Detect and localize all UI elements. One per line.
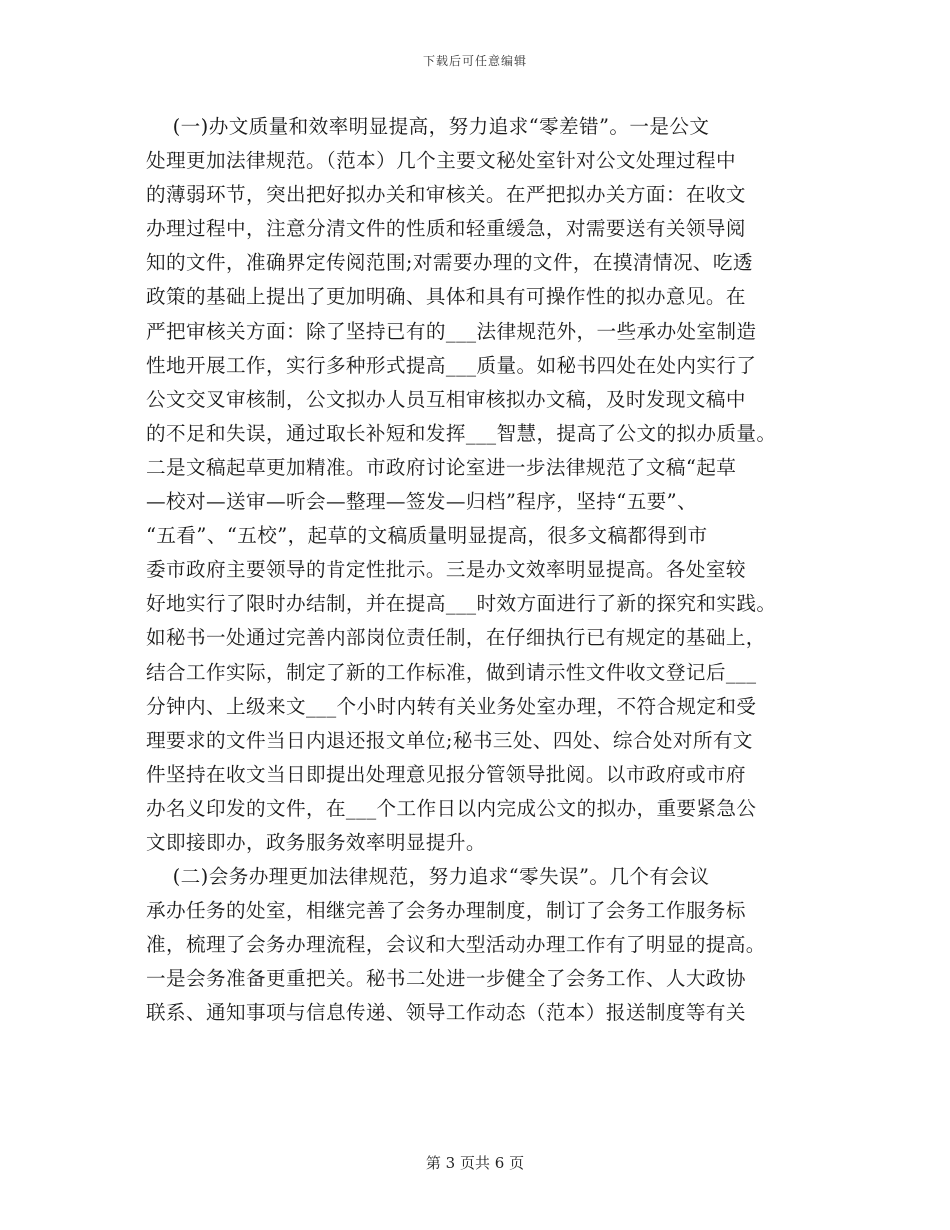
text-line: 承办任务的处室，相继完善了会务办理制度，制订了会务工作服务标: [146, 899, 746, 923]
text-line: 办理过程中，注意分清文件的性质和轻重缓急，对需要送有关领导阅: [146, 217, 746, 241]
text-line: (一)办文质量和效率明显提高，努力追求“零差错”。一是公文: [146, 115, 710, 138]
text-line: 办名义印发的文件，在___个工作日以内完成公文的拟办，重要紧急公: [146, 796, 757, 820]
text-line: 委市政府主要领导的肯定性批示。三是办文效率明显提高。各处室较: [146, 558, 746, 582]
text-line: 准，梳理了会务办理流程，会议和大型活动办理工作有了明显的提高。: [146, 933, 766, 957]
text-line: 公文交叉审核制，公文拟办人员互相审核拟办文稿，及时发现文稿中: [146, 387, 746, 411]
document-body: [146, 110, 806, 1031]
page-header: 下载后可任意编辑: [422, 54, 527, 68]
text-line: 好地实行了限时办结制，并在提高___时效方面进行了新的探究和实践。: [146, 592, 777, 616]
text-line: 结合工作实际，制定了新的工作标准，做到请示性文件收文登记后___: [146, 660, 757, 684]
text-line: 的薄弱环节，突出把好拟办关和审核关。在严把拟办关方面：在收文: [146, 183, 746, 207]
text-line: 件坚持在收文当日即提出处理意见报分管领导批阅。以市政府或市府: [146, 762, 746, 786]
text-line: 联系、通知事项与信息传递、领导工作动态（范本）报送制度等有关: [146, 1001, 746, 1025]
text-line: 知的文件，准确界定传阅范围;对需要办理的文件，在摸清情况、吃透: [146, 251, 753, 275]
text-line: “五看”、“五校”，起草的文稿质量明显提高，很多文稿都得到市: [146, 524, 708, 548]
text-line: 分钟内、上级来文___个小时内转有关业务处室办理，不符合规定和受: [146, 694, 757, 718]
text-line: 性地开展工作，实行多种形式提高___质量。如秘书四处在处内实行了: [146, 353, 757, 377]
text-line: 一是会务准备更重把关。秘书二处进一步健全了会务工作、人大政协: [146, 967, 746, 991]
text-line: 二是文稿起草更加精准。市政府讨论室进一步法律规范了文稿“起草: [146, 455, 737, 479]
text-line: 理要求的文件当日内退还报文单位;秘书三处、四处、综合处对所有文: [146, 728, 753, 752]
text-line: —校对—送审—听会—整理—签发—归档”程序，坚持“五要”、: [146, 490, 698, 514]
text-line: 政策的基础上提出了更加明确、具体和具有可操作性的拟办意见。在: [146, 285, 746, 309]
text-line: (二)会务办理更加法律规范，努力追求“零失误”。几个有会议: [146, 865, 710, 889]
text-line: 处理更加法律规范。（范本）几个主要文秘处室针对公文处理过程中: [146, 149, 737, 173]
text-line: 严把审核关方面：除了坚持已有的___法律规范外，一些承办处室制造: [146, 319, 757, 343]
text-line: 文即接即办，政务服务效率明显提升。: [146, 830, 486, 854]
page-number: 第 3 页共 6 页: [425, 1154, 525, 1172]
text-line: 如秘书一处通过完善内部岗位责任制，在仔细执行已有规定的基础上，: [146, 626, 766, 650]
text-line: 的不足和失误，通过取长补短和发挥___智慧，提高了公文的拟办质量。: [146, 421, 777, 445]
